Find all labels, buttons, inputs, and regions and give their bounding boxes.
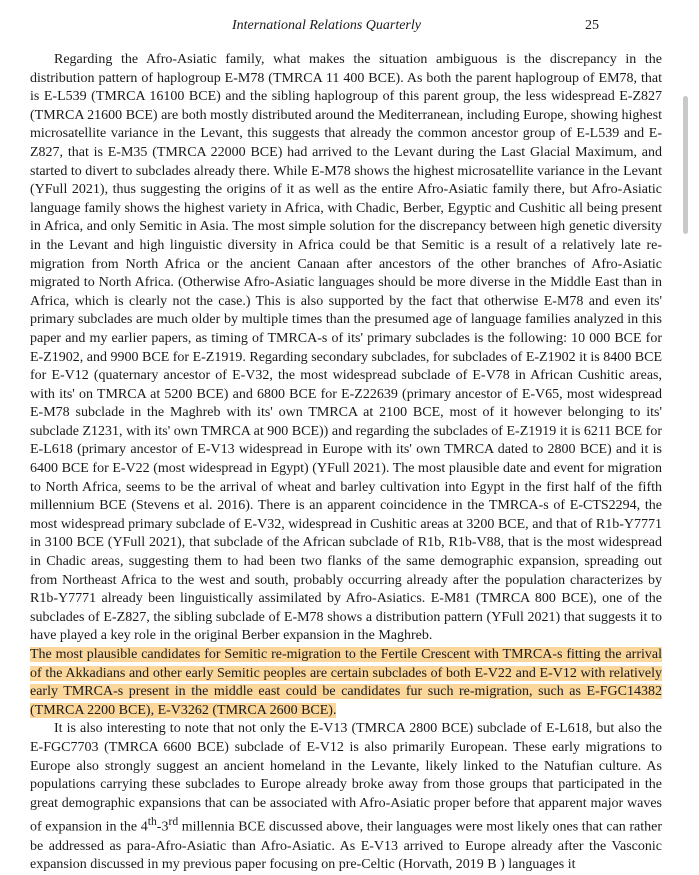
paragraph-text: It is also interesting to note that not only the E-V13 (TMRCA 2800 BCE) subclade of E-L618, but also the E-FGC7703 (TMRCA 6600 BCE) subclade of E-V12 is also primarily European. These early migrations to Europe also strongly suggest an ancient homeland in the Levante, likely linked to the Natufian culture. As populations carrying these subclades to Europe already broke away from those groups that participated in the great demographic expansions that can be associated with Afro-Asiatic proper before that apparent major waves of expansion in the 4 bbox=[30, 721, 662, 835]
page-number: 25 bbox=[585, 18, 599, 33]
superscript-th: th bbox=[147, 815, 157, 829]
paragraph-afro-asiatic-haplogroups bbox=[30, 51, 662, 720]
paragraph-text: Regarding the Afro-Asiatic family, what makes the situation ambiguous is the discrepancy in the distribution pattern of haplogroup E-M78 (TMRCA 11 400 BCE). As both the parent haplogroup of EM78, that is E-L539 (TMRCA 16100 BCE) and the sibling haplogroup of this parent group, the less widespread E-Z827 (TMRCA 21600 BCE) are both mostly distributed around the Mediterranean, including Europe, showing highest microsatellite variance in the Levant, this suggests that already the common ancestor group of E-L539 and E-Z827, that is E-M35 (TMRCA 22000 BCE) had arrived to the Levant during the Last Glacial Maximum, and started to divert to subclades already there. While E-M78 shows the highest microsatellite variance in the Levant (YFull 2021), thus suggesting the origins of it as well as the entire Afro-Asiatic family there, but Afro-Asiatic language family shows the highest variety in Africa, with Chadic, Berber, Egyptic and Cushitic all being present in Africa, and only Semitic in Asia. The most simple solution for the discrepancy between high genetic diversity in the Levant and high linguistic diversity in Africa could be that Semitic is a result of a relatively late re-migration from North Africa or the ancient Canaan after ancestors of the other branches of Afro-Asiatic migrated to North Africa. (Otherwise Afro-Asiatic languages should be more diverse in the Middle East than in Africa, which is clearly not the case.) This is also supported by the fact that otherwise E-M78 and even its' primary subclades are much older by multiple times than the presumed age of language families analyzed in this paper and my earlier papers, as timing of TMRCA-s of its' primary subclades is the following: 10 000 BCE for E-Z1902, and 9900 BCE for E-Z1919. Regarding secondary subclades, for subclades of E-Z1902 it is 8400 BCE for E-V12 (quaternary ancestor of E-V32, the most widespread subclade of E-V78 in African Cushitic areas, with its' on TMRCA at 5200 BCE) and 6800 BCE for E-Z22639 (primary ancestor of E-V65, most widespread E-M78 subclade in the Maghreb with its' own TMRCA at 2100 BCE, most of it however belonging to its' subclade Z1231, with its' own TMRCA at 900 BCE)) and regarding the subclades of E-Z1919 it is 6211 BCE for E-L618 (primary ancestor of E-V13 widespread in Europe with its' own TMRCA dated to 2800 BCE) and it is 6400 BCE for E-V22 (most widespread in Egypt) (YFull 2021). The most plausible date and event for migration to North Africa, seems to be the arrival of wheat and barley cultivation into Egypt in the first half of the fifth millennium BCE (Stevens et al. 2016). There is an apparent coincidence in the TMRCA-s of E-CTS2294, the most widespread primary subclade of E-V32, widespread in Cushitic areas at 3200 BCE, and that of R1b-Y7771 in 3100 BCE (YFull 2021), that subclade of the African subclade of R1b, R1b-V88, that is the most widespread in Chadic areas, suggesting them to had been two flanks of the same demographic expansion, spreading out from Northeast Africa to the west and south, probably occurring already after the population characterizes by R1b-Y7771 already been linguistically assimilated by Afro-Asiatics. E-M81 (TMRCA 800 BCE), one of the subclades of E-Z827, the sibling subclade of E-M78 shows a distribution pattern (YFull 2021) that suggests it to have played a key role in the original Berber expansion in the Maghreb. bbox=[30, 52, 662, 644]
paragraph-text: millennia BCE discussed above, their languages were most likely ones that can rather be addressed as para-Afro-Asiatic than Afro-Asiatic. As E-V13 arrived to Europe already after the Vasconic expansion discussed in my previous paper focusing on pre-Celtic (Horvath, 2019 B ) languages it bbox=[30, 820, 662, 873]
superscript-rd: rd bbox=[168, 815, 179, 829]
highlighted-passage: The most plausible candidates for Semitic re-migration to the Fertile Crescent with TMRCA-s fitting the arrival of the Akkadians and other early Semitic peoples are certain subclades of both E-V22 and E-V12 with relatively early TMRCA-s present in the middle east could be candidates fur such re-migration, such as E-FGC14382 (TMRCA 2200 BCE), E-V3262 (TMRCA 2600 BCE). bbox=[30, 647, 662, 718]
vertical-scrollbar[interactable] bbox=[683, 96, 688, 234]
running-header bbox=[0, 18, 699, 38]
journal-title: International Relations Quarterly bbox=[232, 18, 421, 33]
paragraph-text: -3 bbox=[156, 820, 169, 835]
article-body bbox=[30, 51, 662, 875]
paragraph-european-subclades bbox=[30, 720, 662, 874]
